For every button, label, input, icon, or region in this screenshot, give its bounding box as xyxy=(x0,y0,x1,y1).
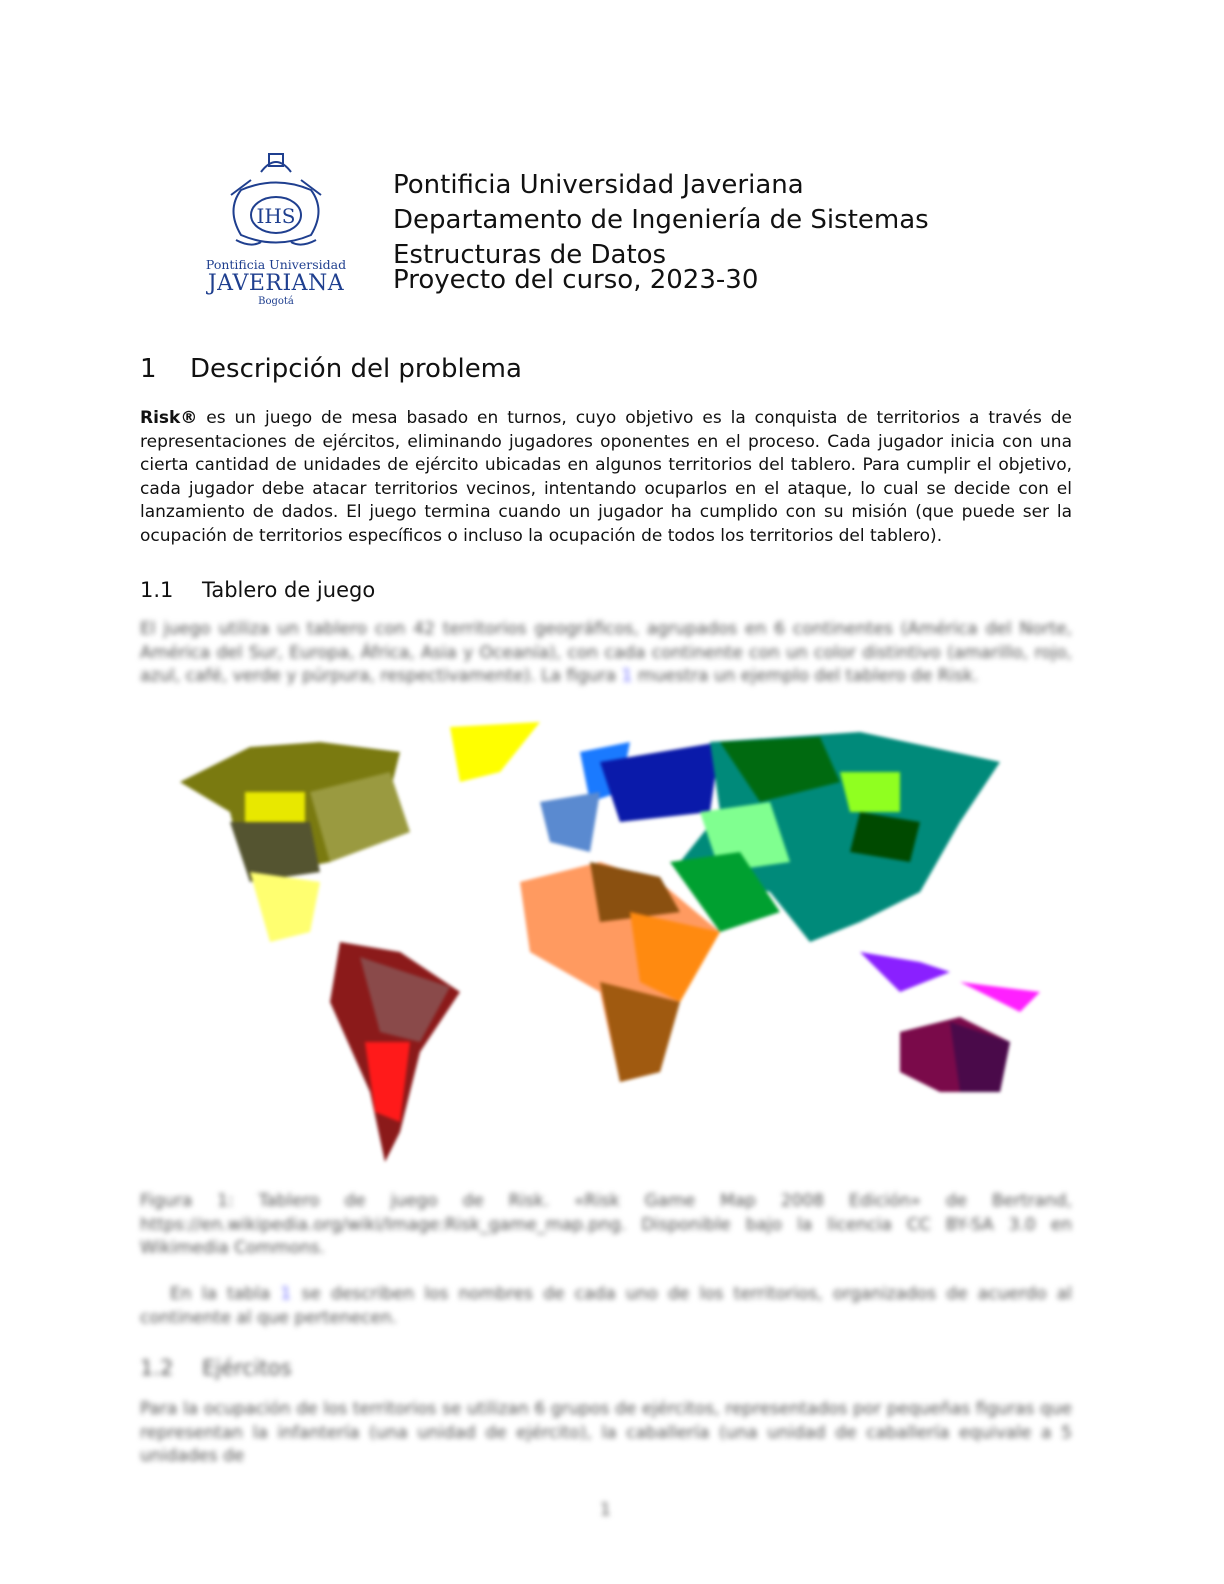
subsection-number: 1.2 xyxy=(140,1356,174,1380)
subsection-title: Ejércitos xyxy=(202,1356,292,1380)
university-logo xyxy=(198,150,354,318)
board-paragraph xyxy=(140,618,1072,689)
svg-text:IHS: IHS xyxy=(256,204,296,228)
subsection-title: Tablero de juego xyxy=(202,578,376,602)
armies-paragraph: Para la ocupación de los territorios se utilizan 6 grupos de ejércitos, representados por pequeñas figuras que representan la infantería (una unidad de ejército), la caballería (una unidad de caballería equivale a 5 unidades de xyxy=(140,1399,1072,1467)
oceania xyxy=(860,952,1040,1092)
course-name: Estructuras de Datos xyxy=(393,240,667,270)
logo-line3: Bogotá xyxy=(258,296,294,307)
table-paragraph xyxy=(140,1283,1072,1330)
table-text-end: se describen los nombres de cada uno de los territorios, organizados de acuerdo al continente al que pertenecen. xyxy=(140,1284,1072,1328)
europe xyxy=(540,742,720,852)
board-text: El juego utiliza un tablero con 42 territorios geográficos, agrupados en 6 continentes (América del Norte, América del Sur, Europa, África, Asia y Oceanía), con cada continente con un color distintivo (amarillo, rojo, azul, café, verde y púrpura, respectivamente). La figura xyxy=(140,619,1072,687)
table-text: En la tabla xyxy=(170,1284,281,1304)
subsection-heading-armies xyxy=(140,1356,292,1380)
header-titles xyxy=(393,168,929,298)
risk-bold: Risk® xyxy=(140,408,198,428)
intro-text: es un juego de mesa basado en turnos, cuyo objetivo es la conquista de territorios a través de representaciones de ejércitos, eliminando jugadores oponentes en el proceso. Cada jugador inicia con una cierta cantidad de unidades de ejército ubicadas en algunos territorios del tablero. Para cumplir el objetivo, cada jugador debe atacar territorios vecinos, intentando ocuparlos en el ataque, lo cual se decide con el lanzamiento de dados. El juego termina cuando un jugador ha cumplido con su misión (que puede ser la ocupación de territorios específicos o incluso la ocupación de todos los territorios del tablero). xyxy=(140,408,1072,546)
logo-line1: Pontificia Universidad xyxy=(205,257,347,272)
department-name: Departamento de Ingeniería de Sistemas xyxy=(393,205,929,235)
north-america xyxy=(180,722,540,942)
africa xyxy=(520,862,720,1082)
south-america xyxy=(330,942,460,1162)
risk-world-map xyxy=(160,712,1060,1162)
crest-icon xyxy=(221,150,331,255)
section-title: Descripción del problema xyxy=(190,354,522,384)
project-name: Proyecto del curso, 2023-30 xyxy=(393,265,759,295)
figure-caption: Figura 1: Tablero de juego de Risk. «Risk Game Map 2008 Edición» de Bertrand, https://en.wikipedia.org/wiki/Image:Risk_game_map.png. Disponible bajo la licencia CC BY-SA 3.0 en Wikimedia Commons. xyxy=(140,1191,1072,1259)
asia xyxy=(670,732,1000,942)
subsection-number: 1.1 xyxy=(140,578,174,602)
subsection-heading-board xyxy=(140,578,375,602)
section-number: 1 xyxy=(140,354,157,384)
section-heading xyxy=(140,354,522,384)
university-name: Pontificia Universidad Javeriana xyxy=(393,170,804,200)
intro-paragraph xyxy=(140,407,1072,549)
page-number: 1 xyxy=(600,1500,611,1520)
table-ref-link[interactable]: 1 xyxy=(280,1284,292,1304)
figure-ref-link[interactable]: 1 xyxy=(621,666,633,687)
logo-line2: JAVERIANA xyxy=(207,271,345,296)
board-text-end: muestra un ejemplo del tablero de Risk. xyxy=(632,666,979,687)
